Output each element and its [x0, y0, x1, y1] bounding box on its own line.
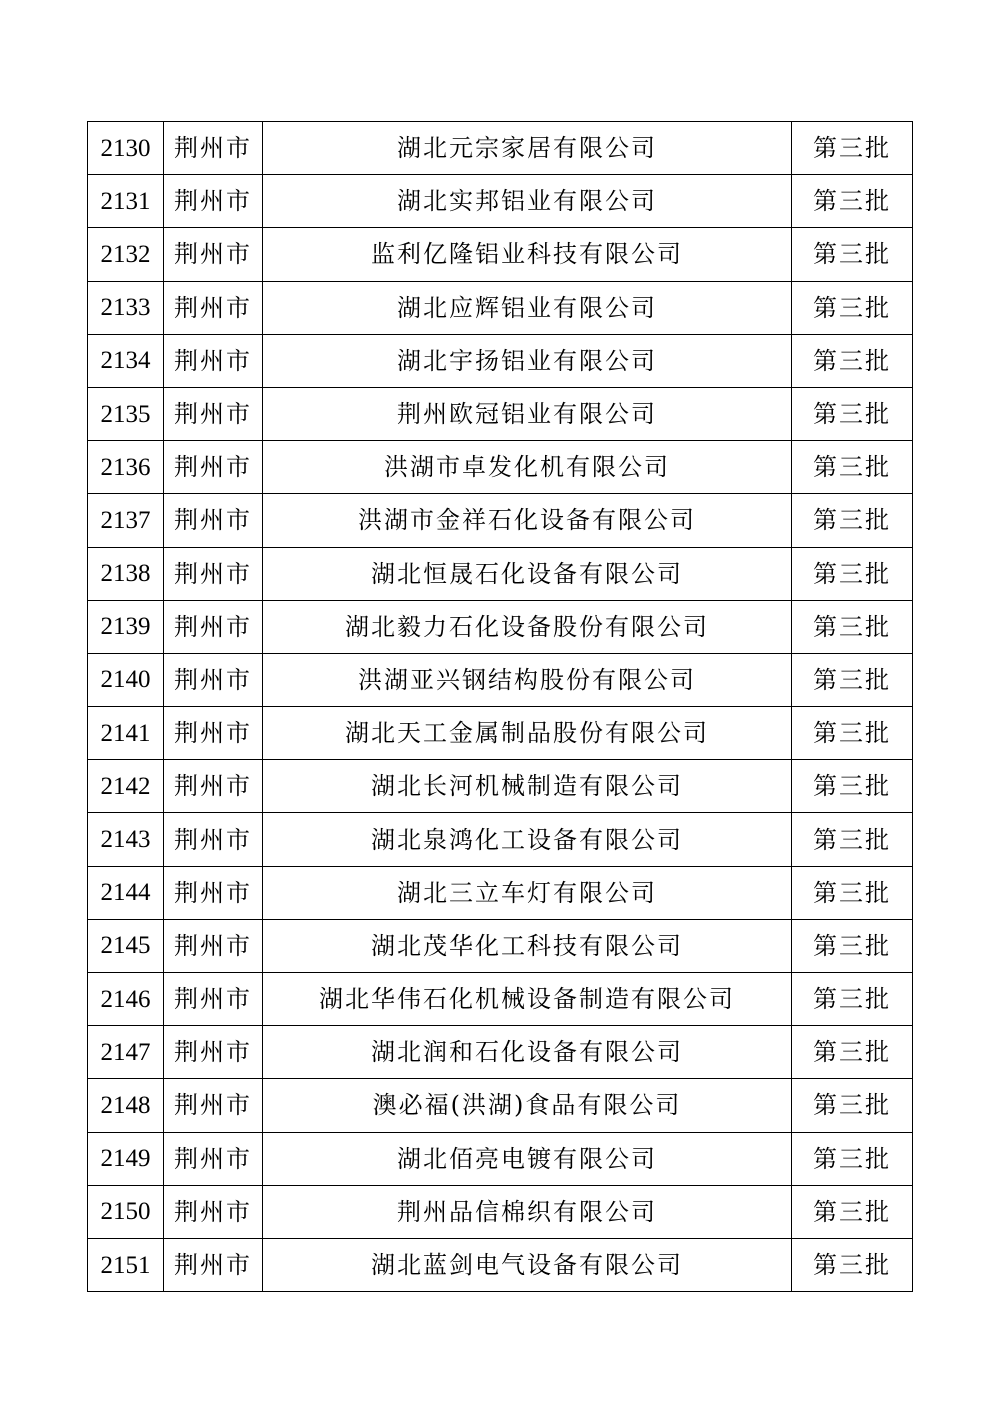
company-name-cell: 洪湖市金祥石化设备有限公司 [263, 494, 792, 547]
city-cell: 荆州市 [164, 547, 263, 600]
row-number-cell: 2134 [88, 334, 164, 387]
company-name-cell: 监利亿隆铝业科技有限公司 [263, 228, 792, 281]
city-cell: 荆州市 [164, 760, 263, 813]
batch-cell: 第三批 [792, 547, 913, 600]
table-row [88, 600, 913, 653]
company-name-cell: 湖北恒晟石化设备有限公司 [263, 547, 792, 600]
batch-cell: 第三批 [792, 600, 913, 653]
batch-cell: 第三批 [792, 441, 913, 494]
table-row [88, 1185, 913, 1238]
row-number-cell: 2146 [88, 973, 164, 1026]
batch-cell: 第三批 [792, 973, 913, 1026]
table-row [88, 813, 913, 866]
table-row [88, 334, 913, 387]
city-cell: 荆州市 [164, 1026, 263, 1079]
city-cell: 荆州市 [164, 919, 263, 972]
company-name-cell: 湖北茂华化工科技有限公司 [263, 919, 792, 972]
table-row [88, 1132, 913, 1185]
company-name-cell: 湖北天工金属制品股份有限公司 [263, 707, 792, 760]
batch-cell: 第三批 [792, 334, 913, 387]
row-number-cell: 2140 [88, 653, 164, 706]
batch-cell: 第三批 [792, 760, 913, 813]
company-name-cell: 洪湖亚兴钢结构股份有限公司 [263, 653, 792, 706]
table-row [88, 122, 913, 175]
city-cell: 荆州市 [164, 1238, 263, 1291]
city-cell: 荆州市 [164, 1185, 263, 1238]
company-name-cell: 湖北实邦铝业有限公司 [263, 175, 792, 228]
company-name-cell: 湖北三立车灯有限公司 [263, 866, 792, 919]
company-name-cell: 湖北华伟石化机械设备制造有限公司 [263, 973, 792, 1026]
city-cell: 荆州市 [164, 653, 263, 706]
row-number-cell: 2141 [88, 707, 164, 760]
company-name-cell: 湖北润和石化设备有限公司 [263, 1026, 792, 1079]
batch-cell: 第三批 [792, 228, 913, 281]
row-number-cell: 2150 [88, 1185, 164, 1238]
company-name-cell: 湖北应辉铝业有限公司 [263, 281, 792, 334]
table-row [88, 387, 913, 440]
batch-cell: 第三批 [792, 281, 913, 334]
company-name-cell: 湖北泉鸿化工设备有限公司 [263, 813, 792, 866]
company-name-cell: 荆州欧冠铝业有限公司 [263, 387, 792, 440]
row-number-cell: 2136 [88, 441, 164, 494]
city-cell: 荆州市 [164, 228, 263, 281]
city-cell: 荆州市 [164, 122, 263, 175]
batch-cell: 第三批 [792, 653, 913, 706]
row-number-cell: 2148 [88, 1079, 164, 1132]
batch-cell: 第三批 [792, 707, 913, 760]
city-cell: 荆州市 [164, 973, 263, 1026]
table-row [88, 1079, 913, 1132]
table-body [88, 122, 913, 1292]
table-row [88, 707, 913, 760]
row-number-cell: 2143 [88, 813, 164, 866]
city-cell: 荆州市 [164, 281, 263, 334]
row-number-cell: 2138 [88, 547, 164, 600]
company-name-cell: 洪湖市卓发化机有限公司 [263, 441, 792, 494]
row-number-cell: 2142 [88, 760, 164, 813]
city-cell: 荆州市 [164, 707, 263, 760]
city-cell: 荆州市 [164, 387, 263, 440]
row-number-cell: 2151 [88, 1238, 164, 1291]
table-row [88, 973, 913, 1026]
batch-cell: 第三批 [792, 387, 913, 440]
row-number-cell: 2135 [88, 387, 164, 440]
company-name-cell: 湖北宇扬铝业有限公司 [263, 334, 792, 387]
batch-cell: 第三批 [792, 122, 913, 175]
batch-cell: 第三批 [792, 919, 913, 972]
batch-cell: 第三批 [792, 1238, 913, 1291]
batch-cell: 第三批 [792, 1185, 913, 1238]
row-number-cell: 2137 [88, 494, 164, 547]
city-cell: 荆州市 [164, 494, 263, 547]
row-number-cell: 2145 [88, 919, 164, 972]
company-name-cell: 湖北毅力石化设备股份有限公司 [263, 600, 792, 653]
table-row [88, 175, 913, 228]
table-row [88, 1026, 913, 1079]
table-row [88, 760, 913, 813]
batch-cell: 第三批 [792, 866, 913, 919]
table-row [88, 1238, 913, 1291]
city-cell: 荆州市 [164, 600, 263, 653]
company-name-cell: 澳必福(洪湖)食品有限公司 [263, 1079, 792, 1132]
batch-cell: 第三批 [792, 813, 913, 866]
table-row [88, 547, 913, 600]
city-cell: 荆州市 [164, 866, 263, 919]
city-cell: 荆州市 [164, 813, 263, 866]
batch-cell: 第三批 [792, 1026, 913, 1079]
row-number-cell: 2131 [88, 175, 164, 228]
company-name-cell: 湖北蓝剑电气设备有限公司 [263, 1238, 792, 1291]
row-number-cell: 2132 [88, 228, 164, 281]
row-number-cell: 2139 [88, 600, 164, 653]
company-list-table [87, 121, 913, 1292]
company-name-cell: 湖北元宗家居有限公司 [263, 122, 792, 175]
table-row [88, 494, 913, 547]
table-row [88, 866, 913, 919]
city-cell: 荆州市 [164, 441, 263, 494]
row-number-cell: 2130 [88, 122, 164, 175]
table-row [88, 281, 913, 334]
batch-cell: 第三批 [792, 175, 913, 228]
batch-cell: 第三批 [792, 494, 913, 547]
table-row [88, 441, 913, 494]
city-cell: 荆州市 [164, 1132, 263, 1185]
row-number-cell: 2133 [88, 281, 164, 334]
table-row [88, 919, 913, 972]
batch-cell: 第三批 [792, 1132, 913, 1185]
city-cell: 荆州市 [164, 334, 263, 387]
city-cell: 荆州市 [164, 175, 263, 228]
city-cell: 荆州市 [164, 1079, 263, 1132]
company-name-cell: 湖北佰亮电镀有限公司 [263, 1132, 792, 1185]
row-number-cell: 2147 [88, 1026, 164, 1079]
table-row [88, 653, 913, 706]
company-name-cell: 湖北长河机械制造有限公司 [263, 760, 792, 813]
batch-cell: 第三批 [792, 1079, 913, 1132]
row-number-cell: 2149 [88, 1132, 164, 1185]
table-row [88, 228, 913, 281]
company-name-cell: 荆州品信棉织有限公司 [263, 1185, 792, 1238]
row-number-cell: 2144 [88, 866, 164, 919]
